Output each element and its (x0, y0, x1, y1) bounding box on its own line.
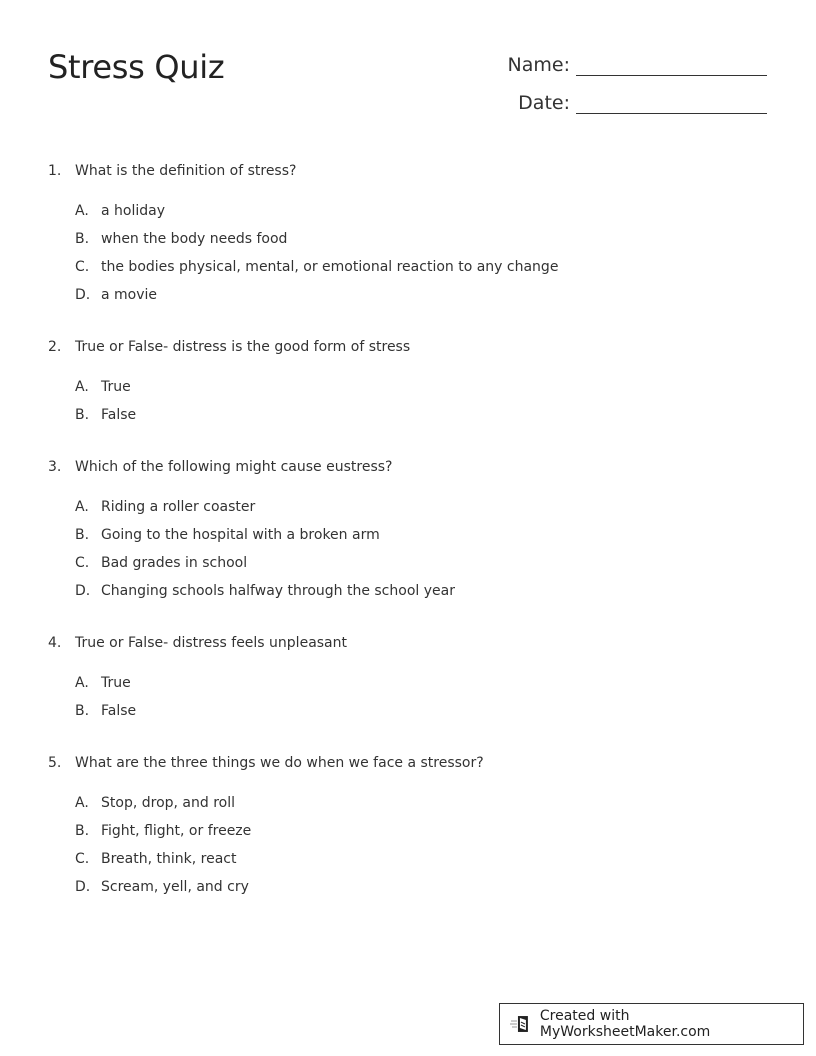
option-d (75, 581, 768, 609)
footer-badge (499, 1003, 804, 1045)
question-3 (48, 457, 768, 609)
question-number: 1. (48, 163, 62, 179)
option-a (75, 793, 768, 821)
worksheet-logo-icon (510, 1014, 532, 1034)
option-text: when the body needs food (101, 231, 288, 247)
question-text: Which of the following might cause eustress? (75, 459, 393, 475)
footer-text: Created with MyWorksheetMaker.com (539, 1008, 711, 1040)
date-blank-line (576, 93, 767, 114)
option-text: Fight, flight, or freeze (101, 823, 252, 839)
option-text: True (101, 379, 131, 395)
name-field (480, 54, 767, 76)
question-4 (48, 633, 768, 729)
option-c (75, 849, 768, 877)
option-text: a movie (101, 287, 158, 303)
option-text: Scream, yell, and cry (101, 879, 249, 895)
option-letter: D. (75, 879, 91, 895)
option-a (75, 673, 768, 701)
question-number: 5. (48, 755, 62, 771)
question-5 (48, 753, 768, 905)
option-letter: A. (75, 795, 89, 811)
option-a (75, 201, 768, 229)
option-letter: C. (75, 259, 90, 275)
question-text: True or False- distress is the good form of stress (75, 339, 411, 355)
question-text: True or False- distress feels unpleasant (75, 635, 348, 651)
option-letter: C. (75, 851, 90, 867)
question-2 (48, 337, 768, 433)
name-blank-line (576, 55, 767, 76)
option-b (75, 525, 768, 553)
date-label: Date: (518, 92, 570, 114)
option-c (75, 553, 768, 581)
option-letter: C. (75, 555, 90, 571)
option-list (75, 377, 768, 433)
question-number: 3. (48, 459, 62, 475)
option-text: a holiday (101, 203, 165, 219)
option-letter: B. (75, 823, 90, 839)
option-d (75, 877, 768, 905)
option-letter: A. (75, 499, 89, 515)
option-letter: A. (75, 675, 89, 691)
option-a (75, 497, 768, 525)
option-text: False (101, 703, 137, 719)
option-list (75, 673, 768, 729)
question-list (48, 161, 768, 929)
option-letter: B. (75, 527, 90, 543)
question-number: 4. (48, 635, 62, 651)
option-text: False (101, 407, 137, 423)
option-b (75, 701, 768, 729)
question-text: What is the definition of stress? (75, 163, 297, 179)
option-text: Riding a roller coaster (101, 499, 256, 515)
option-list (75, 793, 768, 905)
option-letter: D. (75, 583, 91, 599)
option-b (75, 821, 768, 849)
option-list (75, 497, 768, 609)
name-label: Name: (507, 54, 570, 76)
option-letter: A. (75, 203, 89, 219)
option-letter: A. (75, 379, 89, 395)
page-title: Stress Quiz (48, 48, 225, 86)
option-text: Stop, drop, and roll (101, 795, 235, 811)
option-letter: B. (75, 407, 90, 423)
option-letter: B. (75, 703, 90, 719)
option-text: Breath, think, react (101, 851, 237, 867)
option-letter: D. (75, 287, 91, 303)
option-c (75, 257, 768, 285)
option-text: Changing schools halfway through the school year (101, 583, 455, 599)
option-text: Bad grades in school (101, 555, 248, 571)
option-b (75, 229, 768, 257)
option-d (75, 285, 768, 313)
question-number: 2. (48, 339, 62, 355)
option-a (75, 377, 768, 405)
option-text: the bodies physical, mental, or emotional reaction to any change (101, 259, 559, 275)
question-1 (48, 161, 768, 313)
date-field (480, 92, 767, 114)
question-text: What are the three things we do when we face a stressor? (75, 755, 484, 771)
option-text: True (101, 675, 131, 691)
option-b (75, 405, 768, 433)
option-letter: B. (75, 231, 90, 247)
option-text: Going to the hospital with a broken arm (101, 527, 380, 543)
option-list (75, 201, 768, 313)
